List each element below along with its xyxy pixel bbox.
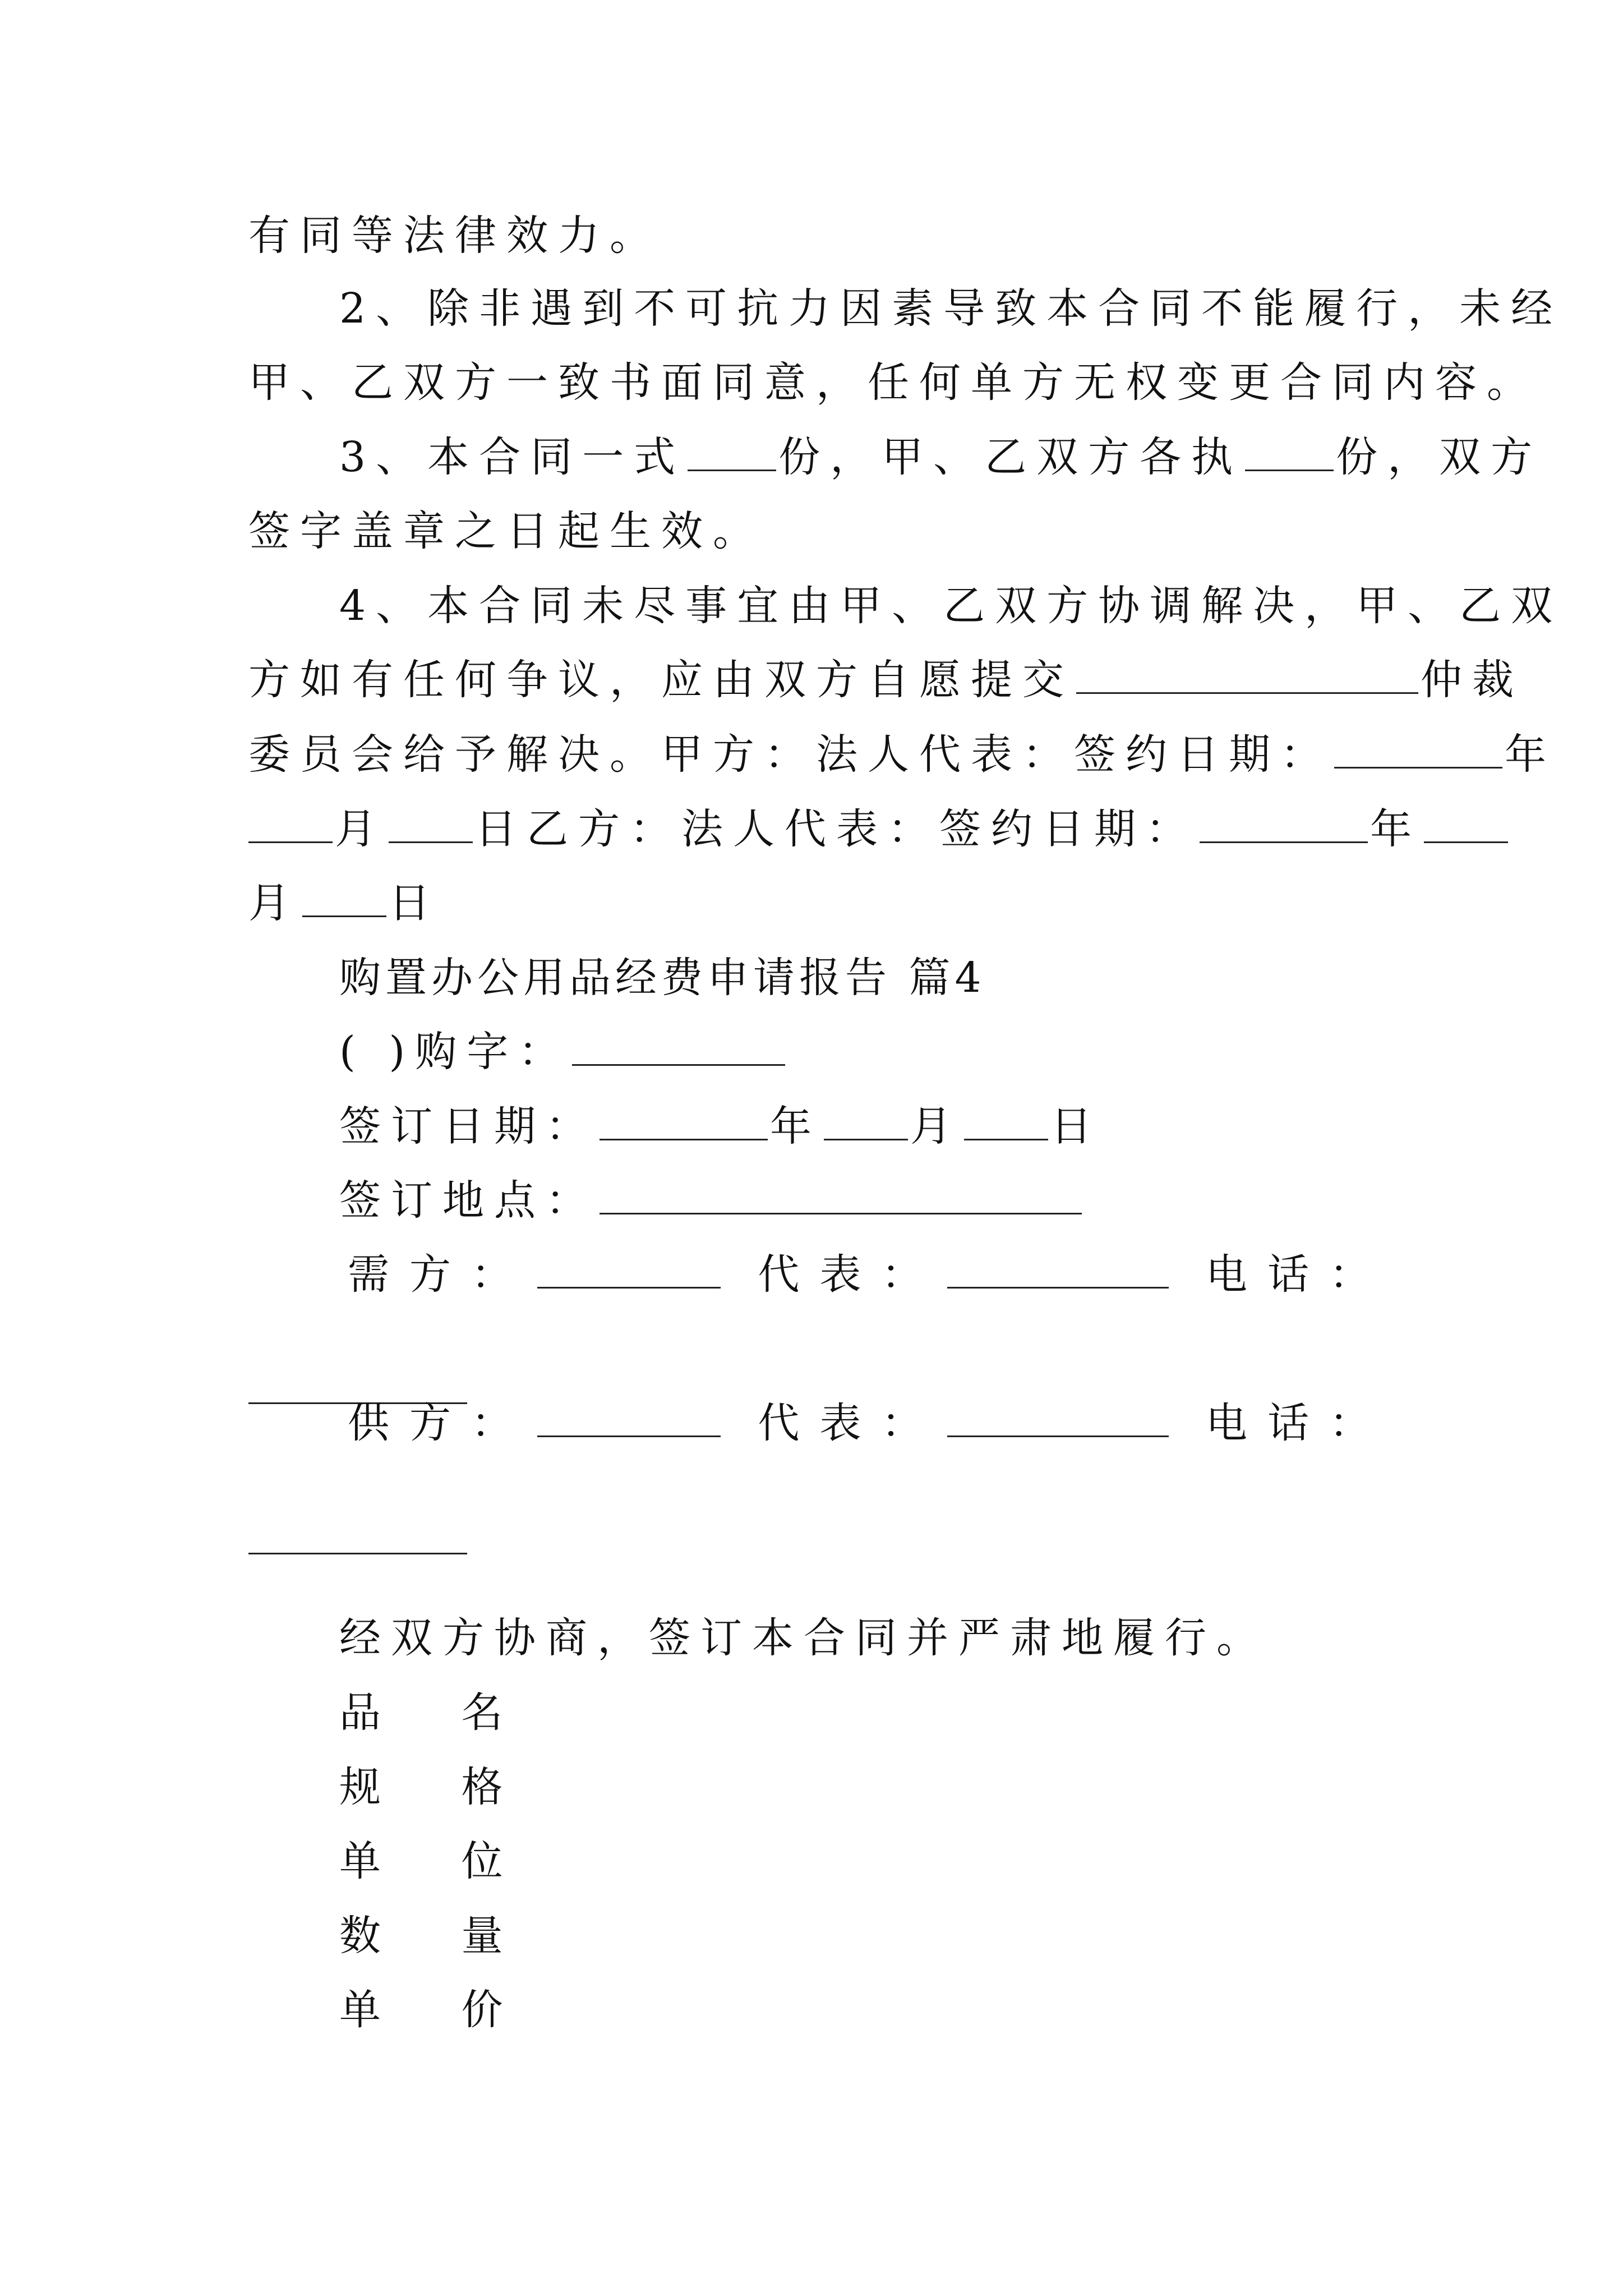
buyer-label: 需方：	[348, 1250, 533, 1299]
sign-date-line	[339, 1098, 1483, 1154]
clause-4-line-4	[248, 801, 1422, 857]
sign-place-label: 签订地点：	[339, 1176, 597, 1225]
party-b-day-blank	[302, 878, 386, 917]
year-label: 年	[770, 1102, 822, 1151]
clause-4-text-a: 方如有任何争议，应由双方自愿提交	[248, 656, 1074, 704]
year-label: 年	[1505, 730, 1556, 779]
clause-3-text-b: 份，甲、乙双方各执	[778, 433, 1243, 481]
paragraph-line: 有同等法律效力。	[248, 211, 661, 260]
sign-day-blank	[964, 1102, 1048, 1140]
supplier-rep-blank	[947, 1398, 1169, 1437]
field-unit-price: 单 价	[339, 1986, 537, 2034]
clause-4-line-5	[248, 875, 1393, 931]
supplier-row	[348, 1395, 1391, 1451]
supplier-name-blank	[537, 1398, 721, 1437]
clause-3-text-c: 份，双方	[1336, 433, 1543, 481]
party-a-day-blank	[389, 804, 473, 843]
buyer-phone-label: 电话：	[1206, 1250, 1391, 1299]
party-b-year-blank	[1200, 804, 1368, 843]
month-label: 月	[248, 879, 300, 927]
sign-place-line	[339, 1172, 1483, 1228]
copies-each-blank	[1245, 432, 1334, 471]
clause-4-line-1: 4、本合同未尽事宜由甲、乙双方协调解决，甲、乙双	[339, 582, 1563, 630]
sign-place-blank	[600, 1176, 1082, 1214]
clause-2-line-1: 2、除非遇到不可抗力因素导致本合同不能履行，未经	[339, 284, 1563, 333]
section-heading: 购置办公用品经费申请报告 篇4	[339, 954, 986, 1002]
clause-4-line-3	[248, 726, 1556, 783]
supplier-label: 供方：	[348, 1399, 533, 1447]
clause-4-text-b: 仲裁	[1421, 656, 1524, 704]
sign-year-blank	[600, 1102, 768, 1140]
day-label: 日	[389, 879, 440, 927]
clause-3-line-1	[339, 429, 1543, 485]
clause-3-text-a: 3、本合同一式	[339, 433, 686, 481]
field-spec: 规 格	[339, 1763, 537, 1811]
party-a-month-blank	[248, 804, 333, 843]
buyer-rep-blank	[947, 1250, 1169, 1289]
supplier-phone-blank	[248, 1551, 467, 1554]
clause-2-line-2: 甲、乙双方一致书面同意，任何单方无权变更合同内容。	[248, 358, 1538, 407]
field-quantity: 数 量	[339, 1912, 537, 1960]
purchase-number-label: ( )购字：	[339, 1028, 570, 1076]
arbitration-committee-blank	[1076, 655, 1418, 694]
agreement-text: 经双方协商，签订本合同并严肃地履行。	[339, 1614, 1268, 1662]
day-label: 日	[1050, 1102, 1102, 1151]
supplier-rep-label: 代表：	[758, 1399, 943, 1447]
field-unit: 单 位	[339, 1837, 537, 1885]
sign-month-blank	[824, 1102, 908, 1140]
clause-3-line-2: 签字盖章之日起生效。	[248, 507, 764, 555]
clause-4-line-2	[248, 652, 1524, 708]
party-a-year-blank	[1334, 730, 1502, 769]
supplier-phone-label: 电话：	[1206, 1399, 1391, 1447]
year-label: 年	[1370, 805, 1422, 853]
field-product-name: 品 名	[339, 1688, 537, 1737]
buyer-rep-label: 代表：	[758, 1250, 943, 1299]
purchase-number-line	[339, 1024, 1483, 1080]
party-b-month-blank	[1424, 804, 1508, 843]
month-label: 月	[910, 1102, 962, 1151]
buyer-row	[348, 1246, 1391, 1303]
month-label: 月	[335, 805, 386, 853]
buyer-name-blank	[537, 1250, 721, 1289]
party-a-sign-text: 委员会给予解决。甲方：法人代表：签约日期：	[248, 730, 1332, 779]
purchase-number-blank	[572, 1027, 785, 1066]
sign-date-label: 签订日期：	[339, 1102, 597, 1151]
party-b-sign-text: 日乙方：法人代表：签约日期：	[475, 805, 1197, 853]
copies-total-blank	[688, 432, 776, 471]
